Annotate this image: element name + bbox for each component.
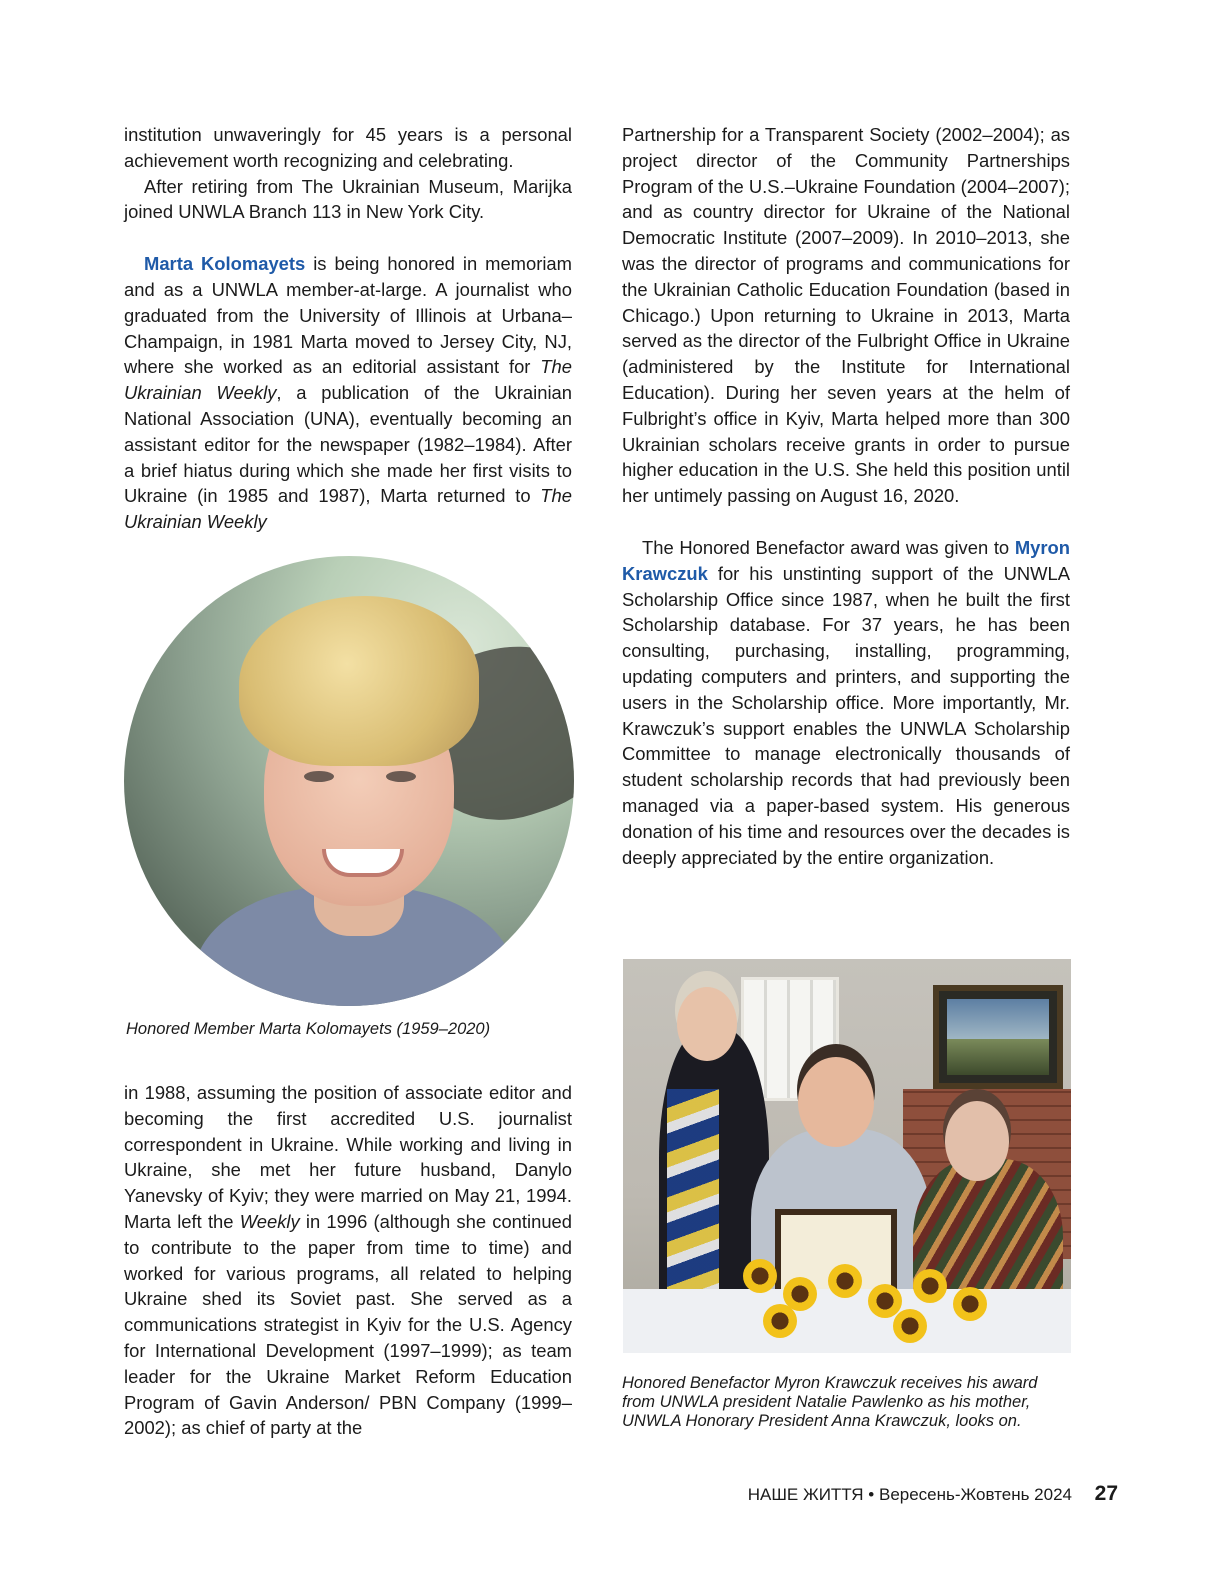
text-run: in 1996 (although she continued to contribute to the paper from time to time) and worked for various programs, all related to helping Ukraine shed its Soviet past. She served as a communications strategist in Kyiv for the U.S. Agency for International Development (1997–1999); as team leader for the Ukraine Market Reform Education Program of Gavin Anderson/ PBN Company (1999–2002); as chief of party at the — [124, 1210, 573, 1439]
paragraph-marta — [124, 251, 572, 535]
right-column — [622, 122, 1070, 870]
text-run: is being honored in memoriam and as a UNWLA member-at-large. A journalist who graduated from the University of Illinois at Urbana–Champaign, in 1981 Marta moved to Jersey City, NJ, where she worked as an editorial assistant for — [124, 253, 572, 378]
person-name: Marta Kolomayets — [144, 253, 306, 275]
award-photo — [623, 959, 1071, 1353]
left-column-bottom — [124, 1080, 572, 1441]
paragraph-myron — [622, 535, 1070, 870]
publication-title: The Ukrainian Weekly — [124, 485, 572, 533]
photo-caption: Honored Benefactor Myron Krawczuk receives his award from UNWLA president Natalie Pawlenko as his mother, UNWLA Honorary President Anna Krawczuk, looks on. — [622, 1374, 1038, 1430]
left-column-top — [124, 122, 572, 535]
page-number: 27 — [1094, 1482, 1118, 1505]
publication-title: The Ukrainian Weekly — [124, 356, 572, 404]
paragraph: Partnership for a Transparent Society (2002–2004); as project director of the Community Partnerships Program of the U.S.–Ukraine Foundation (2004–2007); and as country director for Ukraine of the National Democratic Institute (2007–2009). In 2010–2013, she was the director of programs and communications for the Ukrainian Catholic Education Foundation (based in Chicago.) Upon returning to Ukraine in 2013, Marta served as the director of the Fulbright Office in Ukraine (administered by the Institute for International Education). During her seven years at the helm of Fulbright’s office in Kyiv, Marta helped more than 300 Ukrainian scholars receive grants in order to pursue higher education in the U.S. She held this position until her untimely passing on August 16, 2020. — [622, 124, 1070, 507]
portrait-photo — [124, 556, 574, 1006]
portrait-caption: Honored Member Marta Kolomayets (1959–2020) — [126, 1020, 491, 1038]
text-run: , a publication of the Ukrainian National Association (UNA), eventually becoming an assistant editor for the newspaper (1982–1984). After a brief hiatus during which she made her first visits to Ukraine (in 1985 and 1987), Marta returned to — [124, 382, 572, 507]
paragraph: After retiring from The Ukrainian Museum, Marijka joined UNWLA Branch 113 in New York City. — [124, 175, 572, 223]
text-run: in 1988, assuming the position of associate editor and becoming the first accredited U.S. journalist correspondent in Ukraine. While working and living in Ukraine, she met her future husband, Danylo Yanevsky of Kyiv; they were married on May 21, 1994. Marta left the — [124, 1082, 572, 1232]
paragraph — [124, 1080, 572, 1441]
paragraph: institution unwaveringly for 45 years is a personal achievement worth recognizing and celebrating. — [124, 124, 572, 171]
running-footer: НАШЕ ЖИТТЯ • Вересень-Жовтень 2024 — [747, 1485, 1072, 1504]
publication-title: Weekly — [239, 1210, 300, 1232]
person-name: Myron Krawczuk — [622, 536, 1070, 584]
text-run: for his unstinting support of the UNWLA Scholarship Office since 1987, when he built the first Scholarship database. For 37 years, he has been consulting, purchasing, installing, programming, updating computers and printers, and supporting the users in the Scholarship office. More importantly, Mr. Krawczuk’s support enables the UNWLA Scholarship Committee to manage electronically thousands of student scholarship records that had previously been managed via a paper-based system. His generous donation of his time and resources over the decades is deeply appreciated by the entire organization. — [622, 562, 1070, 868]
text-run: The Honored Benefactor award was given to — [642, 536, 1015, 558]
